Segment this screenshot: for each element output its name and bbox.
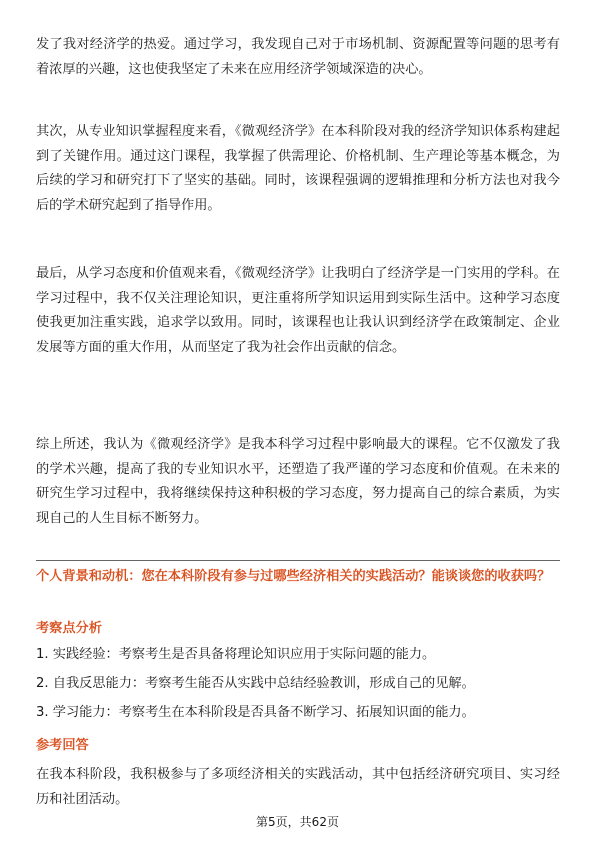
question-heading: 个人背景和动机：您在本科阶段有参与过哪些经济相关的实践活动？能谈谈您的收获吗？ <box>36 569 551 584</box>
paragraph-4: 综上所述，我认为《微观经济学》是我本科学习过程中影响最大的课程。它不仅激发了我的学术兴趣，提高了我的专业知识水平，还塑造了我严谨的学习态度和价值观。在未来的研究生学习过程中，我将继续保持这种积极的学习态度，努力提高自己的综合素质，为实现自己的人生目标不断努力。 <box>36 437 560 526</box>
answer-heading: 参考回答 <box>36 738 89 753</box>
analysis-item-2: 2. 自我反思能力：考察考生能否从实践中总结经验教训，形成自己的见解。 <box>36 676 475 691</box>
paragraph-2: 其次，从专业知识掌握程度来看，《微观经济学》在本科阶段对我的经济学知识体系构建起到了关键作用。通过这门课程，我掌握了供需理论、价格机制、生产理论等基本概念，为后续的学习和研究打下了坚实的基础。同时，该课程强调的逻辑推理和分析方法也对我今后的学术研究起到了指导作用。 <box>36 124 560 213</box>
paragraph-3: 最后，从学习态度和价值观来看，《微观经济学》让我明白了经济学是一门实用的学科。在学习过程中，我不仅关注理论知识，更注重将所学知识运用到实际生活中。这种学习态度使我更加注重实践，追求学以致用。同时，该课程也让我认识到经济学在政策制定、企业发展等方面的重大作用，从而坚定了我为社会作出贡献的信念。 <box>36 266 560 355</box>
page-number: 第5页，共62页 <box>256 815 339 829</box>
analysis-item-3: 3. 学习能力：考察考生在本科阶段是否具备不断学习、拓展知识面的能力。 <box>36 705 475 720</box>
analysis-item-1: 1. 实践经验：考察考生是否具备将理论知识应用于实际问题的能力。 <box>36 647 436 662</box>
answer-text: 在我本科阶段，我积极参与了多项经济相关的实践活动，其中包括经济研究项目、实习经历和社团活动。 <box>36 767 560 807</box>
section-divider <box>36 560 560 561</box>
paragraph-1: 发了我对经济学的热爱。通过学习，我发现自己对于市场机制、资源配置等问题的思考有着浓厚的兴趣，这也使我坚定了未来在应用经济学领域深造的决心。 <box>36 37 560 77</box>
analysis-heading: 考察点分析 <box>36 621 102 636</box>
